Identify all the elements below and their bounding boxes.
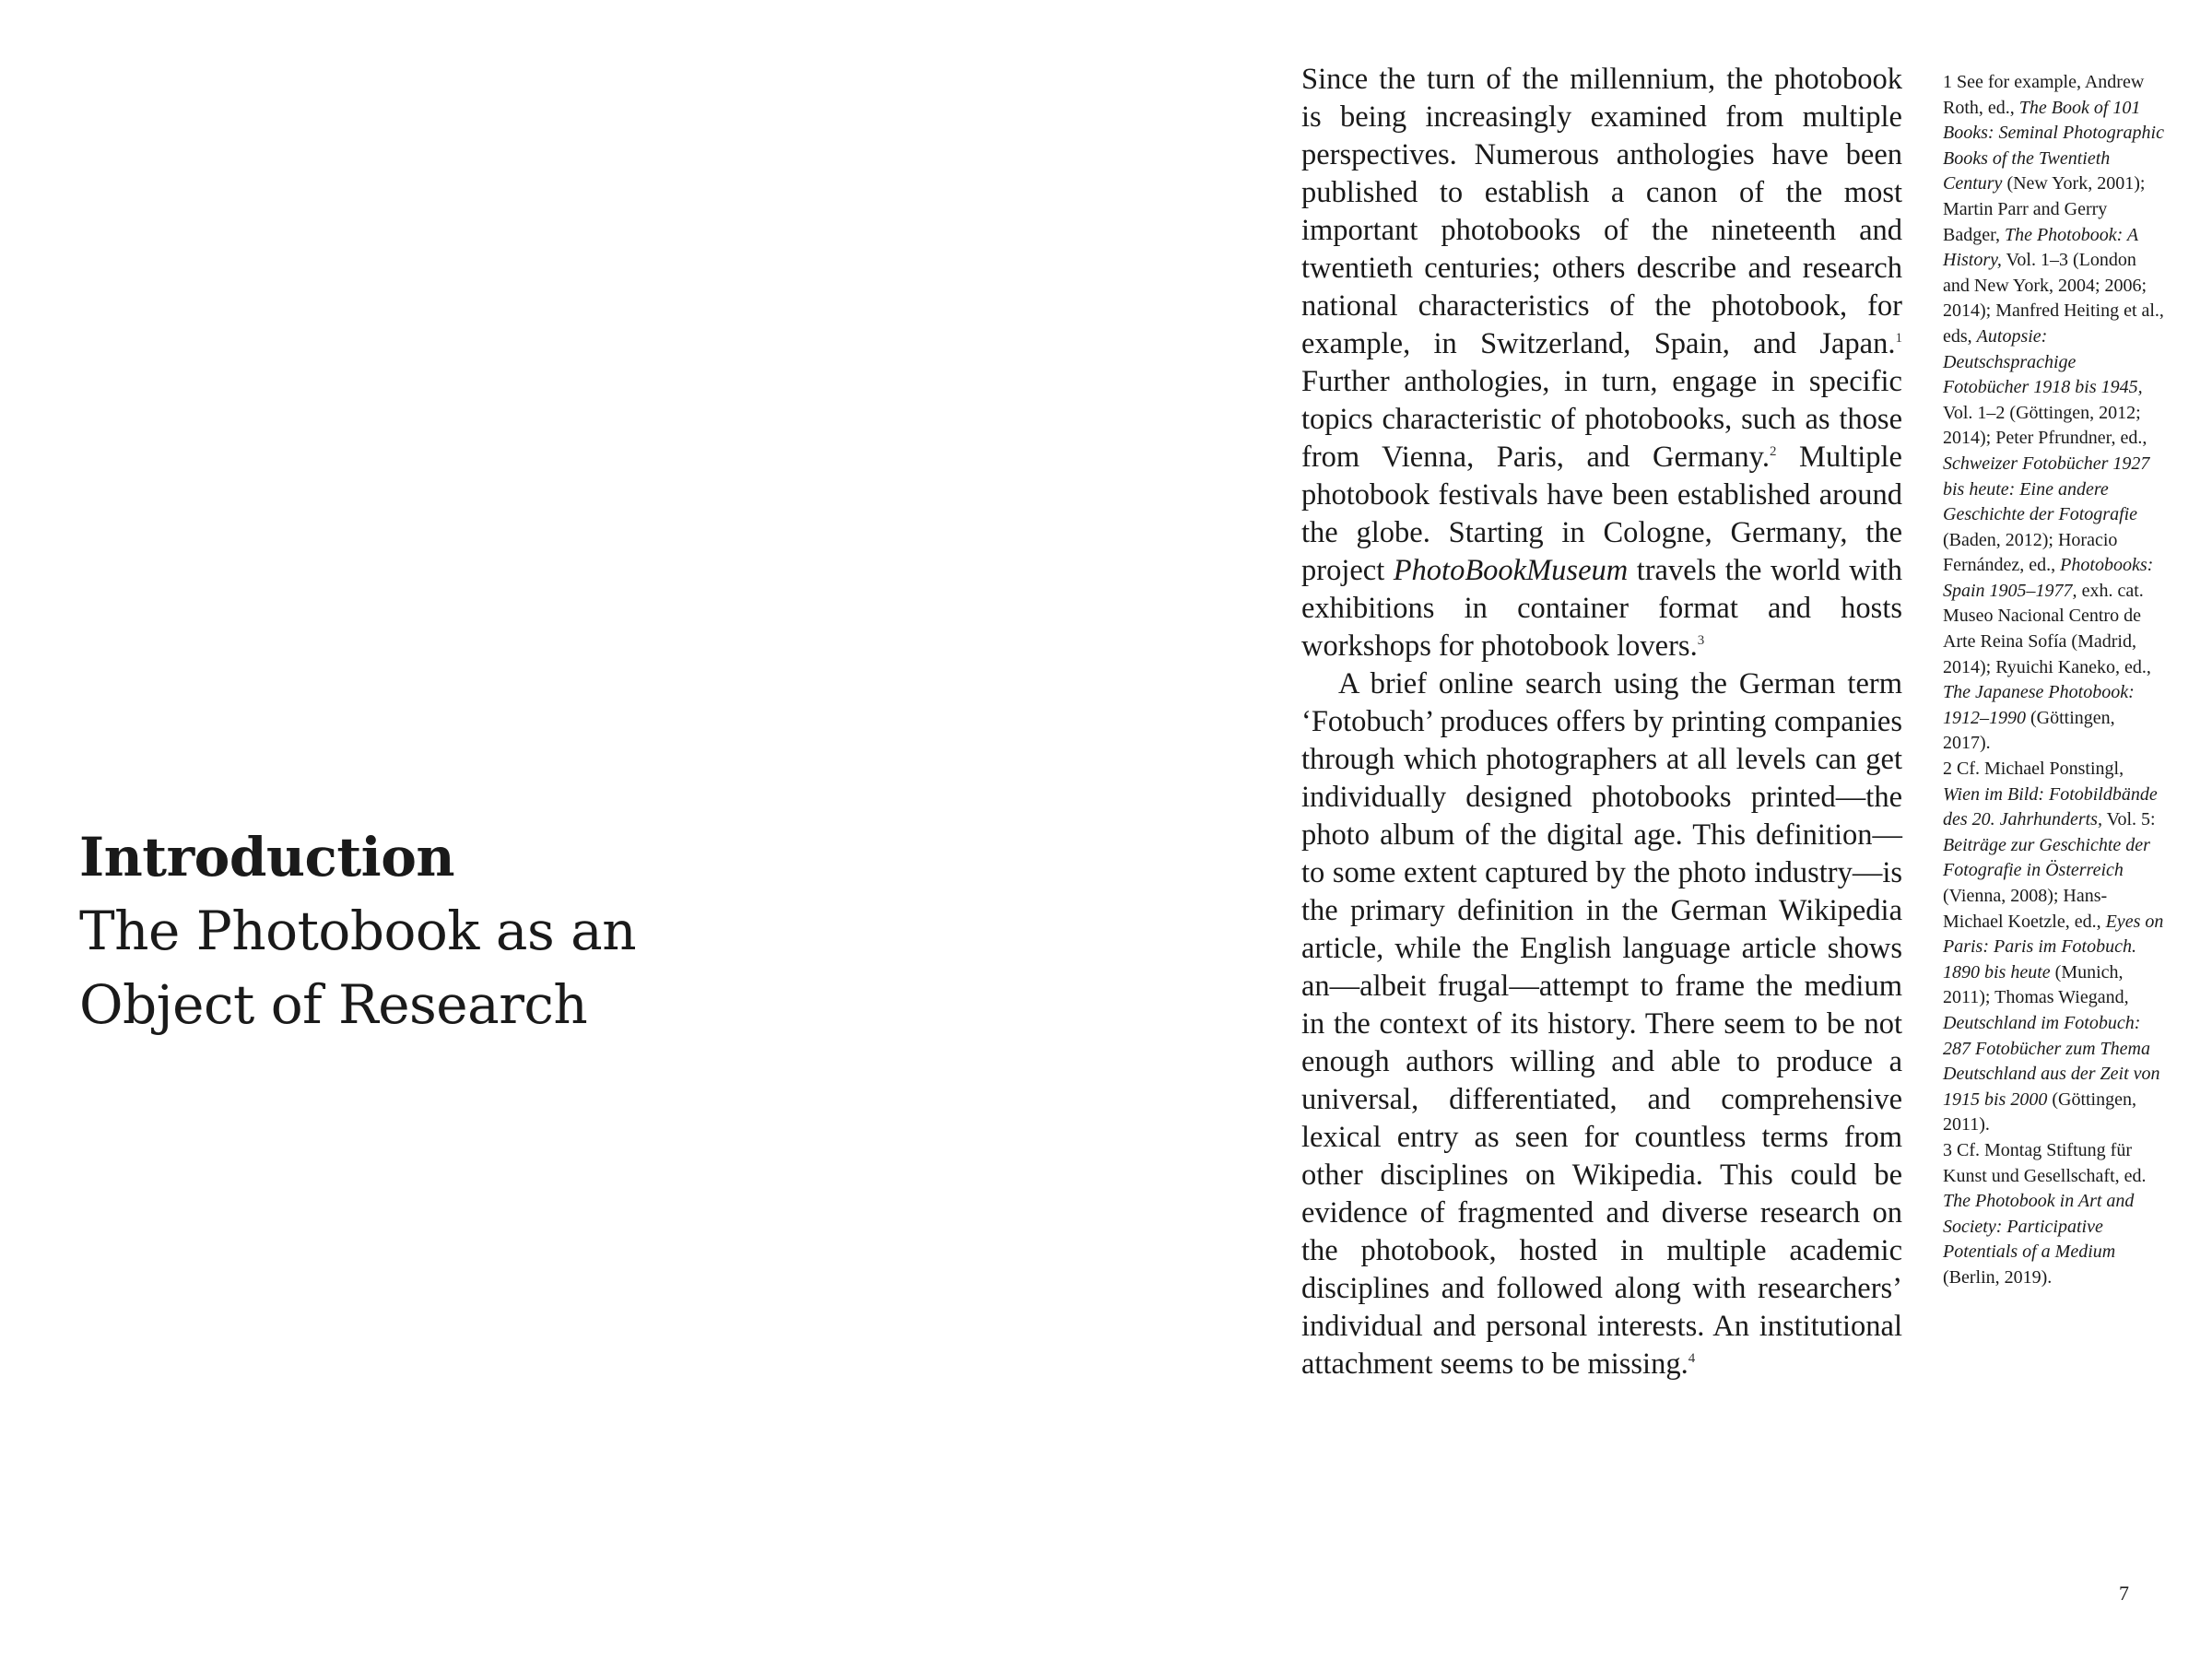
footnote-text: (Göttingen, 2017). [1943, 707, 2115, 754]
body-italic-term: PhotoBookMuseum [1393, 554, 1629, 587]
body-paragraph-2 [1301, 665, 1902, 1383]
footnote-text: (Vienna, 2008); Hans-Michael Koetzle, ed., [1943, 886, 2108, 932]
chapter-title: Introduction [79, 826, 455, 888]
footnote-ref-4: 4 [1688, 1351, 1696, 1366]
footnote-italic: The Photobook in Art and Society: Participative Potentials of a Medium [1943, 1191, 2135, 1263]
footnote-italic: Schweizer Fotobücher 1927 bis heute: Eine andere Geschichte der Fotografie [1943, 453, 2150, 525]
body-text-segment: Further anthologies, in turn, engage in specific topics characteristic of photobooks, such as those from Vienna, Paris, and Germany. [1301, 365, 1902, 474]
footnote-text: (Munich, 2011); Thomas Wiegand, [1943, 961, 2129, 1008]
footnote-text: Vol. 5: [2101, 809, 2156, 830]
footnote-1 [1943, 70, 2164, 757]
chapter-subtitle-line-1: The Photobook as an [79, 900, 637, 962]
footnotes-column [1943, 70, 2164, 1291]
footnote-italic: The Japanese Photobook: 1912–1990 [1943, 682, 2135, 728]
footnote-italic: Photobooks: Spain 1905–1977, [1943, 555, 2154, 601]
body-text-segment: Multiple photobook festivals have been established around the globe. Starting in Cologne, Germany, the project [1301, 441, 1902, 587]
footnote-2 [1943, 757, 2164, 1138]
footnote-text: exh. cat. Museo Nacional Centro de Arte Reina Sofía (Madrid, 2014); Ryuichi Kaneko, ed., [1943, 580, 2151, 677]
footnote-text: Vol. 1–3 (London and New York, 2004; 2006; 2014); Manfred Heiting et al., eds, [1943, 250, 2164, 347]
footnote-ref-3: 3 [1697, 633, 1705, 648]
footnote-ref-1: 1 [1895, 331, 1902, 346]
footnote-text: 3 Cf. Montag Stiftung für Kunst und Gesellschaft, ed. [1943, 1139, 2147, 1186]
body-text-column [1301, 61, 1902, 1383]
footnote-text: Vol. 1–2 (Göttingen, 2012; 2014); Peter Pfrundner, ed., [1943, 402, 2147, 449]
chapter-heading [79, 820, 780, 1041]
footnote-italic: Eyes on Paris: Paris im Fotobuch. 1890 bis heute [1943, 911, 2164, 982]
footnote-italic: The Photobook: A History, [1943, 224, 2138, 271]
footnote-italic: Wien im Bild: Fotobildbände des 20. Jahrhunderts, [1943, 783, 2158, 830]
footnote-italic: Deutschland im Fotobuch: 287 Fotobücher zum Thema Deutschland aus der Zeit von 1915 bis 2000 [1943, 1012, 2160, 1110]
footnote-text: (Göttingen, 2011). [1943, 1088, 2136, 1135]
footnote-3 [1943, 1138, 2164, 1291]
footnote-text: 1 See for example, Andrew Roth, ed., [1943, 72, 2145, 118]
footnote-text: (Baden, 2012); Horacio Fernández, ed., [1943, 529, 2118, 576]
body-text-segment: A brief online search using the German term ‘Fotobuch’ produces offers by printing companies through which photographers at all levels can get individually designed photobooks printed—the photo album of the digital age. This definition—to some extent captured by the photo industry—is the primary definition in the German Wikipedia article, while the English language article shows an—albeit frugal—attempt to frame the medium in the context of its history. There seem to be not enough authors willing and able to produce a universal, differentiated, and comprehensive lexical entry as seen for countless terms from other disciplines on Wikipedia. This could be evidence of fragmented and diverse research on the photobook, hosted in multiple academic disciplines and followed along with researchers’ individual and personal interests. An institutional attachment seems to be missing. [1301, 667, 1902, 1381]
body-text-segment: travels the world with exhibitions in container format and hosts workshops for photobook lovers. [1301, 554, 1903, 663]
footnote-text: (Berlin, 2019). [1943, 1266, 2053, 1288]
footnote-ref-2: 2 [1769, 444, 1777, 459]
footnote-text: 2 Cf. Michael Ponstingl, [1943, 759, 2124, 780]
footnote-italic: Autopsie: Deutschsprachige Fotobücher 1918 bis 1945, [1943, 325, 2143, 398]
page-number: 7 [2119, 1582, 2129, 1605]
chapter-subtitle-line-2: Object of Research [79, 973, 588, 1036]
footnote-italic: Beiträge zur Geschichte der Fotografie in Österreich [1943, 834, 2150, 881]
footnote-italic: The Book of 101 Books: Seminal Photographic Books of the Twentieth Century [1943, 97, 2164, 194]
footnote-text: (New York, 2001); Martin Parr and Gerry Badger, [1943, 173, 2146, 245]
body-paragraph-1 [1301, 61, 1902, 665]
body-text-segment: Since the turn of the millennium, the photobook is being increasingly examined from multiple perspectives. Numerous anthologies have been published to establish a canon of the most important photobooks of the nineteenth and twentieth centuries; others describe and research national characteristics of the photobook, for example, in Switzerland, Spain, and Japan. [1301, 63, 1902, 360]
